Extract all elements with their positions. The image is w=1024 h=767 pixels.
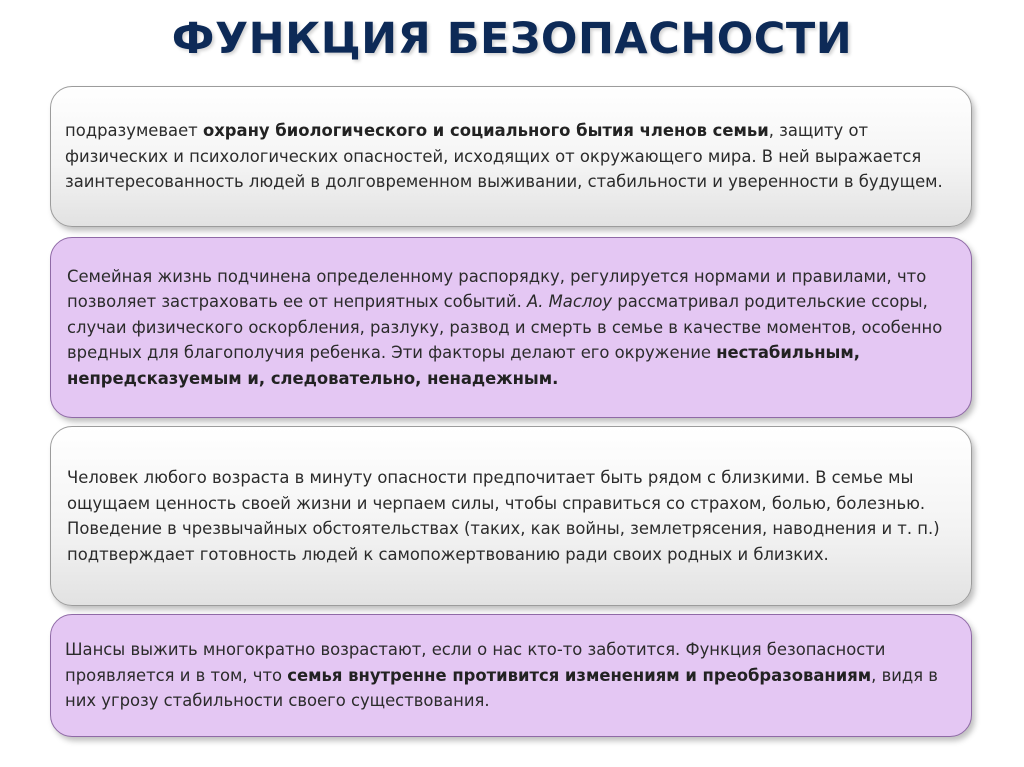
definition-text-end: , защиту от физических и психологических опасностей, исходящих от окружающего мира. В ней выражается заинтересованность людей в долговременном выживании, стабильности и уверенности в будущем. xyxy=(65,121,943,192)
maslow-author: А. Маслоу xyxy=(527,292,613,312)
maslow-text-middle: рассматривал родительские ссоры, случаи физического оскорбления, разлуку, развод и смерть в семье в качестве моментов, особенно вредных для благополучия ребенка. Эти факторы делают его окружение xyxy=(67,292,943,363)
text-block-survival xyxy=(50,614,972,737)
maslow-emphasis: нестабильным, непредсказуемым и, следовательно, ненадежным. xyxy=(67,343,860,388)
danger-text: Человек любого возраста в минуту опасности предпочитает быть рядом с близкими. В семье мы ощущаем ценность своей жизни и черпаем силы, чтобы справиться со страхом, болью, болезнью. Поведение в чрезвычайных обстоятельствах (таких, как войны, землетрясения, наводнения и т. п.) подтверждает готовность людей к самопожертвованию ради своих родных и близких. xyxy=(67,468,940,564)
survival-emphasis: семья внутренне противится изменениям и преобразованиям xyxy=(287,665,872,685)
definition-text-start: подразумевает xyxy=(65,121,203,141)
definition-paragraph xyxy=(65,118,957,195)
maslow-paragraph xyxy=(65,264,957,392)
text-block-danger xyxy=(50,426,972,606)
survival-text-end: , видя в них угрозу стабильности своего существования. xyxy=(65,665,938,711)
survival-text-start: Шансы выжить многократно возрастают, если о нас кто-то заботится. Функция безопасности проявляется и в том, что xyxy=(65,640,886,685)
danger-paragraph xyxy=(65,465,957,567)
definition-emphasis: охрану биологического и социального бытия членов семьи xyxy=(202,121,769,141)
text-block-maslow xyxy=(50,237,972,418)
maslow-text-start: Семейная жизнь подчинена определенному распорядку, регулируется нормами и правилами, что позволяет застраховать ее от неприятных событий. xyxy=(67,266,927,312)
page-title: ФУНКЦИЯ БЕЗОПАСНОСТИ xyxy=(171,14,853,64)
survival-paragraph xyxy=(65,637,957,714)
text-block-definition xyxy=(50,86,972,227)
